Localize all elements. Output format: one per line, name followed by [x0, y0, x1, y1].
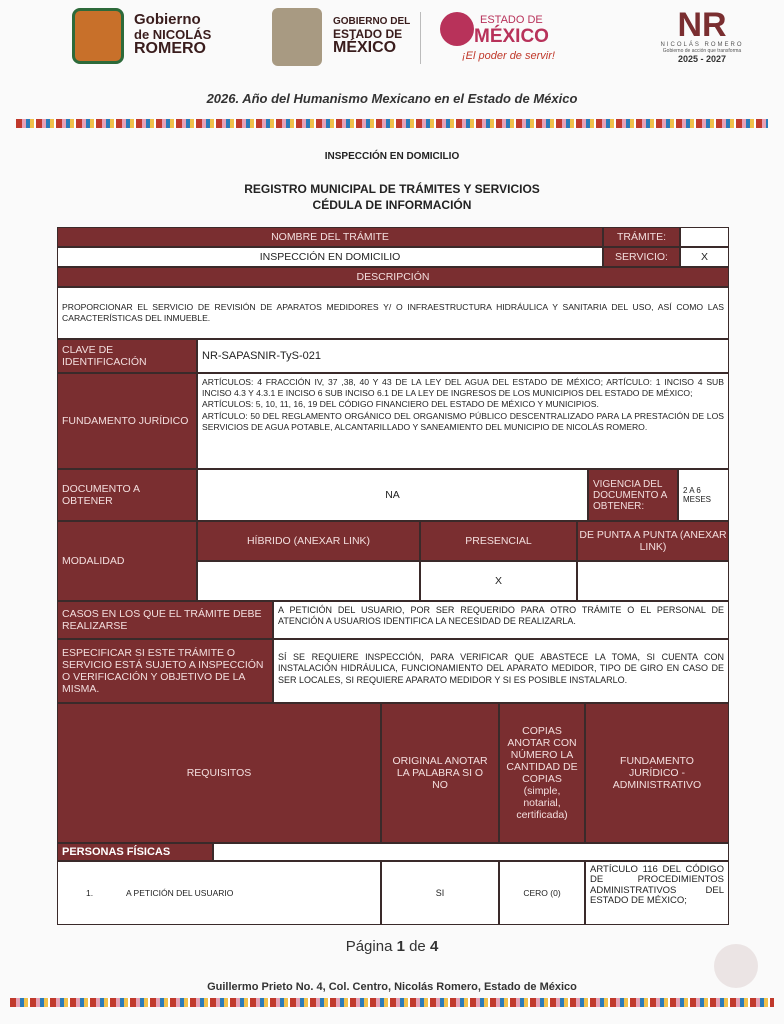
- row-requisito: A PETICIÓN DEL USUARIO: [126, 888, 234, 898]
- copias-header: COPIAS ANOTAR CON NÚMERO LA CANTIDAD DE COPIAS (simple, notarial, certificada): [499, 703, 585, 843]
- row-number: 1.: [86, 888, 94, 898]
- page-indicator: Página 1 de 4: [345, 938, 439, 955]
- hibrido-label: HÍBRIDO (ANEXAR LINK): [197, 521, 420, 561]
- municipio-logo: [72, 8, 124, 64]
- fundamento-adm-header: FUNDAMENTO JURÍDICO - ADMINISTRATIVO: [585, 703, 729, 843]
- hibrido-value: [197, 561, 420, 601]
- vigencia-value: 2 A 6 MESES: [678, 469, 729, 521]
- descripcion-label: DESCRIPCIÓN: [57, 267, 729, 287]
- original-header: ORIGINAL ANOTAR LA PALABRA SI O NO: [381, 703, 499, 843]
- footer-address: Guillermo Prieto No. 4, Col. Centro, Nicolás Romero, Estado de México: [207, 981, 577, 993]
- clave-value: NR-SAPASNIR-TyS-021: [197, 339, 729, 373]
- especificar-value: SÍ SE REQUIERE INSPECCIÓN, PARA VERIFICAR QUE ABASTECE LA TOMA, SI CUENTA CON INSTALACIÓN HIDRÁULICA, FUNCIONAMIENTO DEL APARATO MEDIDOR, TIPO DE GIRO EN CASO DE SER LOCALES, SI REQUIERE APARATO MEDIDOR Y SI ES POSIBLE INSTALARLO.: [273, 639, 729, 703]
- presencial-label: PRESENCIAL: [420, 521, 577, 561]
- presencial-value: X: [420, 561, 577, 601]
- servicio-value: X: [680, 247, 729, 267]
- decorative-band-bottom: [10, 998, 774, 1007]
- edomex-logo: ESTADO DE MÉXICO ¡El poder de servir!: [440, 10, 570, 66]
- row-copias: CERO (0): [499, 861, 585, 925]
- clave-label: CLAVE DE IDENTIFICACIÓN: [57, 339, 197, 373]
- nombre-label: NOMBRE DEL TRÁMITE: [57, 227, 603, 247]
- municipio-name: Gobierno de NICOLÁS ROMERO: [134, 11, 212, 58]
- casos-value: A PETICIÓN DEL USUARIO, POR SER REQUERIDO PARA OTRO TRÁMITE O EL PERSONAL DE ATENCIÓN A USUARIOS IDENTIFICA LA NECESIDAD DE REALIZARLA.: [273, 601, 729, 639]
- descripcion-value: PROPORCIONAR EL SERVICIO DE REVISIÓN DE APARATOS MEDIDORES Y/ O INFRAESTRUCTURA HIDRÁULICA Y SANITARIA DEL USO, ASÍ COMO LAS CARACTERÍSTICAS DEL INMUEBLE.: [57, 287, 729, 339]
- estado-seal: [272, 8, 322, 66]
- modalidad-label: MODALIDAD: [57, 521, 197, 601]
- nombre-value: INSPECCIÓN EN DOMICILIO: [57, 247, 603, 267]
- row-original: SI: [381, 861, 499, 925]
- fundamento-value: ARTÍCULOS: 4 FRACCIÓN IV, 37 ,38, 40 Y 43 DE LA LEY DEL AGUA DEL ESTADO DE MÉXICO; ARTÍCULO: 1 INCISO 4 SUB INCISO 4.3 Y 4.3.1 E INCISO 6 SUB INCISO 6.1 DE LA LEY DE INGRESOS DE LOS MUNICIPIOS DEL ESTADO DE MÉXICO; ARTÍCULOS: 5, 10, 11, 16, 19 DEL CÓDIGO FINANCIERO DEL ESTADO DE MÉXICO Y MUNICIPIOS. ARTÍCULO: 50 DEL REGLAMENTO ORGÁNICO DEL ORGANISMO PÚBLICO DESCENTRALIZADO PARA LA PRESTACIÓN DE LOS SERVICIOS DE AGUA POTABLE, ALCANTARILLADO Y SANEAMIENTO DEL MUNICIPIO DE NICOLÁS ROMERO.: [197, 373, 729, 469]
- divider: [420, 12, 421, 64]
- requisitos-header: REQUISITOS: [57, 703, 381, 843]
- documento-label: DOCUMENTO A OBTENER: [57, 469, 197, 521]
- personas-fisicas-spacer: [213, 843, 729, 861]
- especificar-label: ESPECIFICAR SI ESTE TRÁMITE O SERVICIO ESTÁ SUJETO A INSPECCIÓN O VERIFICACIÓN Y OBJETIVO DE LA MISMA.: [57, 639, 273, 703]
- year-banner: 2026. Año del Humanismo Mexicano en el Estado de México: [206, 91, 578, 106]
- fundamento-label: FUNDAMENTO JURÍDICO: [57, 373, 197, 469]
- tramite-value: [680, 227, 729, 247]
- estado-name: GOBIERNO DEL ESTADO DE MÉXICO: [333, 16, 411, 57]
- punta-value: [577, 561, 729, 601]
- casos-label: CASOS EN LOS QUE EL TRÁMITE DEBE REALIZARSE: [57, 601, 273, 639]
- document-title: REGISTRO MUNICIPAL DE TRÁMITES Y SERVICIOS CÉDULA DE INFORMACIÓN: [244, 182, 540, 212]
- servicio-label: SERVICIO:: [603, 247, 680, 267]
- vigencia-label: VIGENCIA DEL DOCUMENTO A OBTENER:: [588, 469, 678, 521]
- requisito-cell: [57, 861, 381, 925]
- personas-fisicas-header: PERSONAS FÍSICAS: [57, 843, 213, 861]
- document-subject: INSPECCIÓN EN DOMICILIO: [324, 151, 460, 162]
- row-fundamento: ARTÍCULO 116 DEL CÓDIGO DE PROCEDIMIENTOS ADMINISTRATIVOS DEL ESTADO DE MÉXICO;: [585, 861, 729, 925]
- nr-logo: NR NICOLÁS ROMERO Gobierno de acción que transforma 2025 - 2027: [660, 6, 744, 64]
- documento-value: NA: [197, 469, 588, 521]
- decorative-band-top: [16, 119, 768, 128]
- tramite-label: TRÁMITE:: [603, 227, 680, 247]
- punta-label: DE PUNTA A PUNTA (ANEXAR LINK): [577, 521, 729, 561]
